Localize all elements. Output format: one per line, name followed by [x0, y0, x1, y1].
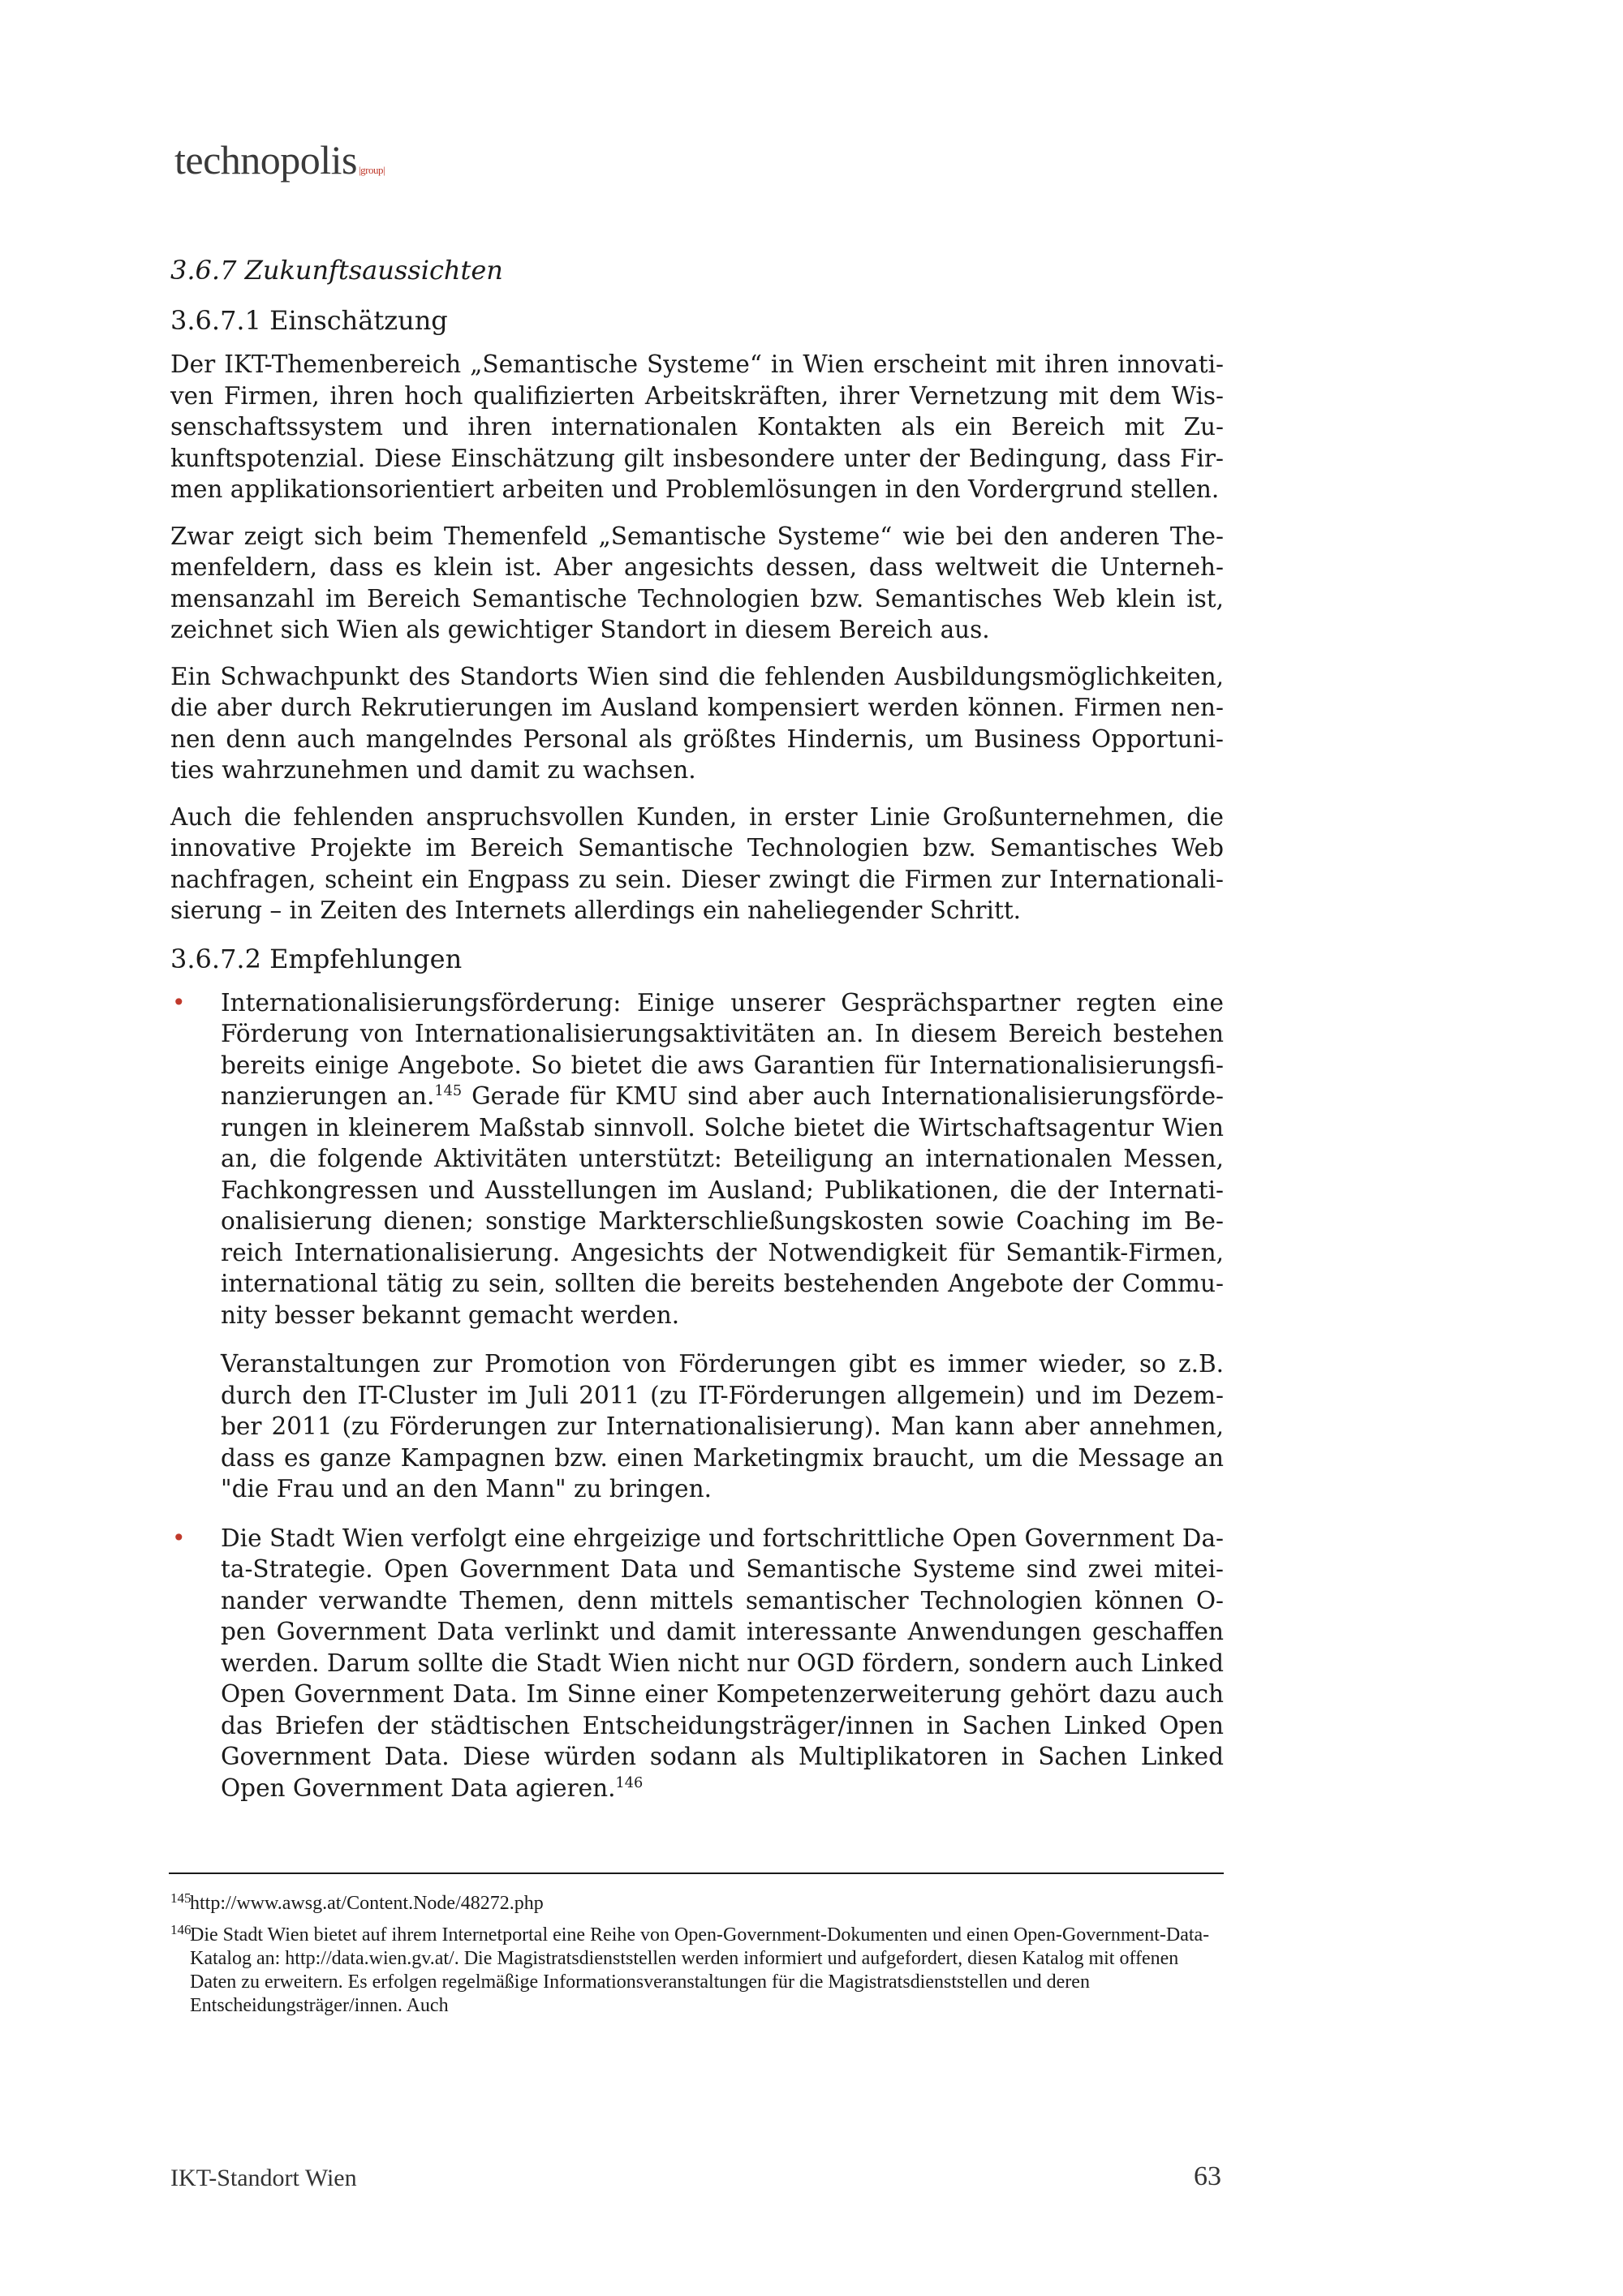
recommendation-paragraph [221, 987, 1224, 1331]
paragraph: Der IKT-Themenbereich „Semantische Systeme“ in Wien erscheint mit ihren innovativen Firmen, ihren hoch qualifizierten Arbeitskräften, ihrer Vernetzung mit dem Wissenschaftssystem und ihren internationalen Kontakten als ein Bereich mit Zukunftspotenzial. Diese Einschätzung gilt insbesondere unter der Bedingung, dass Firmen applikationsorientiert arbeiten und Problemlösungen in den Vordergrund stellen. [170, 350, 1224, 503]
main-content [170, 253, 1224, 1821]
list-item [170, 1523, 1224, 1804]
subsection-title-recommendations: 3.6.7.2 Empfehlungen [170, 943, 463, 974]
footnote-text: Die Stadt Wien bietet auf ihrem Internetportal eine Reihe von Open-Government-Dokumenten und einen Open-Government-Data-Katalog an: http://data.wien.gv.at/. Die Magistratsdienststellen werden informiert und aufgefordert, diesen Katalog mit offenen Daten zu erweitern. Es erfolgen regelmäßige Informationsveranstaltungen für die Magistratsdienststellen und deren Entscheidungsträger/innen. Auch [190, 1924, 1210, 2016]
section-title: 3.6.7 Zukunftsaussichten [170, 255, 503, 286]
page-number: 63 [1194, 2161, 1221, 2191]
paragraph: Auch die fehlenden anspruchsvollen Kunden, in erster Linie Großunternehmen, die innovative Projekte im Bereich Semantische Technologien bzw. Semantisches Web nachfragen, scheint ein Engpass zu sein. Dieser zwingt die Firmen zur Internationalisierung – in Zeiten des Internets allerdings ein naheliegender Schritt. [170, 802, 1224, 924]
footnote-mark: 145 [170, 1890, 192, 1906]
logo-text: technopolis [174, 137, 358, 183]
logo-suffix: |group| [359, 164, 385, 176]
bullet-icon: • [172, 1524, 186, 1551]
footnote-ref-146[interactable]: 146 [615, 1774, 644, 1791]
footnote-text[interactable]: http://www.awsg.at/Content.Node/48272.php [190, 1893, 544, 1914]
technopolis-logo [174, 136, 385, 183]
recommendation-paragraph [221, 1523, 1224, 1804]
recommendation-text: Gerade für KMU sind aber auch Internationalisierungsförderungen in kleinerem Maßstab sinnvoll. Solche bietet die Wirtschaftsagentur Wien an, die folgende Aktivitäten unterstützt: Beteiligung an internationalen Messen, Fachkongressen und Ausstellungen im Ausland; Publikationen, die der Internationalisierung dienen; sonstige Markterschließungskosten sowie Coaching im Bereich Internationalisierung. Angesichts der Notwendigkeit für Semantik-Firmen, international tätig zu sein, sollten die bereits bestehenden Angebote der Community besser bekannt gemacht werden. [221, 1082, 1225, 1329]
recommendation-paragraph: Veranstaltungen zur Promotion von Förderungen gibt es immer wieder, so z.B. durch den IT-Cluster im Juli 2011 (zu IT-Förderungen allgemein) und im Dezember 2011 (zu Förderungen zur Internationalisierung). Man kann aber annehmen, dass es ganze Kampagnen bzw. einen Marketingmix braucht, um die Message an "die Frau und an den Mann" zu bringen. [221, 1350, 1224, 1503]
bullet-icon: • [172, 988, 186, 1016]
list-item [170, 987, 1224, 1505]
subsection-title-assessment: 3.6.7.1 Einschätzung [170, 305, 448, 336]
footer-title: IKT-Standort Wien [170, 2165, 357, 2191]
recommendation-text: Die Stadt Wien verfolgt eine ehrgeizige und fortschrittliche Open Government Data-Strategie. Open Government Data und Semantische Systeme sind zwei miteinander verwandte Themen, denn mittels semantischer Technologien können Open Government Data verlinkt und damit interessante Anwendungen geschaffen werden. Darum sollte die Stadt Wien nicht nur OGD fördern, sondern auch Linked Open Government Data. Im Sinne einer Kompetenzerweiterung gehört dazu auch das Briefen der städtischen Entscheidungsträger/innen in Sachen Linked Open Government Data. Diese würden sodann als Multiplikatoren in Sachen Linked Open Government Data agieren. [221, 1524, 1224, 1802]
recommendations-list [170, 987, 1224, 1804]
paragraph: Ein Schwachpunkt des Standorts Wien sind die fehlenden Ausbildungsmöglichkeiten, die aber durch Rekrutierungen im Ausland kompensiert werden können. Firmen nennen denn auch mangelndes Personal als größtes Hindernis, um Business Opportunities wahrzunehmen und damit zu wachsen. [170, 662, 1224, 784]
footnote-mark: 146 [170, 1922, 192, 1937]
recommendation-text: Internationalisierungsförderung: Einige unserer Gesprächspartner regten eine Förderung von Internationalisierungsaktivitäten an. In diesem Bereich bestehen bereits einige Angebote. So bietet die aws Garantien für Internationalisierungsfinanzierungen an. [221, 988, 1224, 1110]
footnote-divider [169, 1872, 1224, 1874]
footnotes [170, 1892, 1225, 2026]
footnote-ref-145[interactable]: 145 [434, 1083, 463, 1100]
footnote-145 [170, 1892, 1225, 1915]
paragraph: Zwar zeigt sich beim Themenfeld „Semantische Systeme“ wie bei den anderen Themenfeldern, dass es klein ist. Aber angesichts dessen, dass weltweit die Unternehmensanzahl im Bereich Semantische Technologien bzw. Semantisches Web klein ist, zeichnet sich Wien als gewichtiger Standort in diesem Bereich aus. [170, 522, 1224, 643]
footnote-146 [170, 1924, 1225, 2018]
